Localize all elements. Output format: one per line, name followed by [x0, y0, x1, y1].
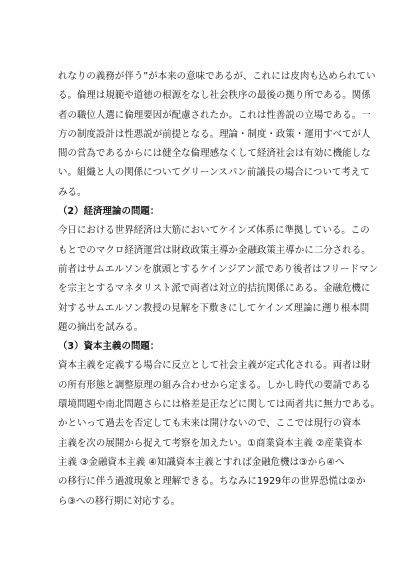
paragraph-line: 題の摘出を試みる。 — [58, 321, 144, 333]
paragraph-line: 主義を次の展開から捉えて考察を加えたい。①商業資本主義 ②産業資本 — [58, 437, 363, 449]
paragraph-line: 主義 ③金融資本主義 ④知識資本主義とすれば金融危機は③から④へ — [58, 456, 345, 468]
section-2-paragraph — [58, 221, 379, 337]
document-body — [58, 67, 381, 511]
paragraph-line: 者の職位人選に倫理要因が配慮されたか。これは性善説の立場である。一 — [58, 109, 371, 121]
paragraph-line: もとでのマクロ経済運営は財政政策主導か金融政策主導かに二分される。 — [58, 244, 371, 256]
paragraph-line: の移行に伴う過渡現象と理解できる。ちなみに1929年の世界恐慌は②か — [58, 476, 366, 488]
paragraph-line: を宗主とするマネタリスト派で両者は対立的拮抗関係にある。金融危機に — [58, 283, 371, 295]
paragraph-line: かといって過去を否定しても未来は開けないので、ここでは現行の資本 — [58, 418, 362, 430]
paragraph-line: 間の営為であるからには健全な倫理感なくして経済社会は有効に機能しな — [58, 148, 371, 160]
paragraph-line: ら③への移行期に対応する。 — [58, 495, 181, 507]
paragraph-line: 今日における世界経済は大筋においてケインズ体系に準拠している。この — [58, 225, 370, 237]
paragraph-line: 方の制度設計は性悪説が前提となる。理論・制度・政策・運用すべてが人 — [58, 128, 371, 140]
section-1-paragraph — [58, 67, 376, 202]
paragraph-line: る。倫理は規範や道徳の根源をなし社会秩序の最後の拠り所である。関係 — [58, 90, 371, 102]
section-2-heading: （2）経済理論の問題： — [58, 206, 160, 218]
section-3-heading: （3）資本主義の問題： — [58, 341, 160, 353]
paragraph-line: い。組織と人の関係についてグリーンスパン前議長の場合について考えて — [58, 167, 370, 179]
paragraph-line: れなりの義務が伴う”が本来の意味であるが、これには皮肉も込められてい — [58, 71, 376, 82]
paragraph-line: 前者はサムエルソンを旗頭とするケインジアン派であり後者はフリードマン — [58, 263, 379, 275]
paragraph-line: 環境問題や南北問題さらには格差是正などに関しては両者共に無力である。 — [58, 399, 381, 411]
paragraph-line: 資本主義を定義する場合に反立として社会主義が定式化される。両者は財 — [58, 360, 371, 372]
paragraph-line: 対するサムエルソン教授の見解を下敷きにしてケインズ理論に遡り根本問 — [58, 302, 370, 314]
paragraph-line: の所有形態と調整原理の組み合わせから定まる。しかし時代の要請である — [58, 379, 371, 391]
paragraph-line: みる。 — [58, 186, 87, 198]
section-3-paragraph — [58, 356, 381, 510]
